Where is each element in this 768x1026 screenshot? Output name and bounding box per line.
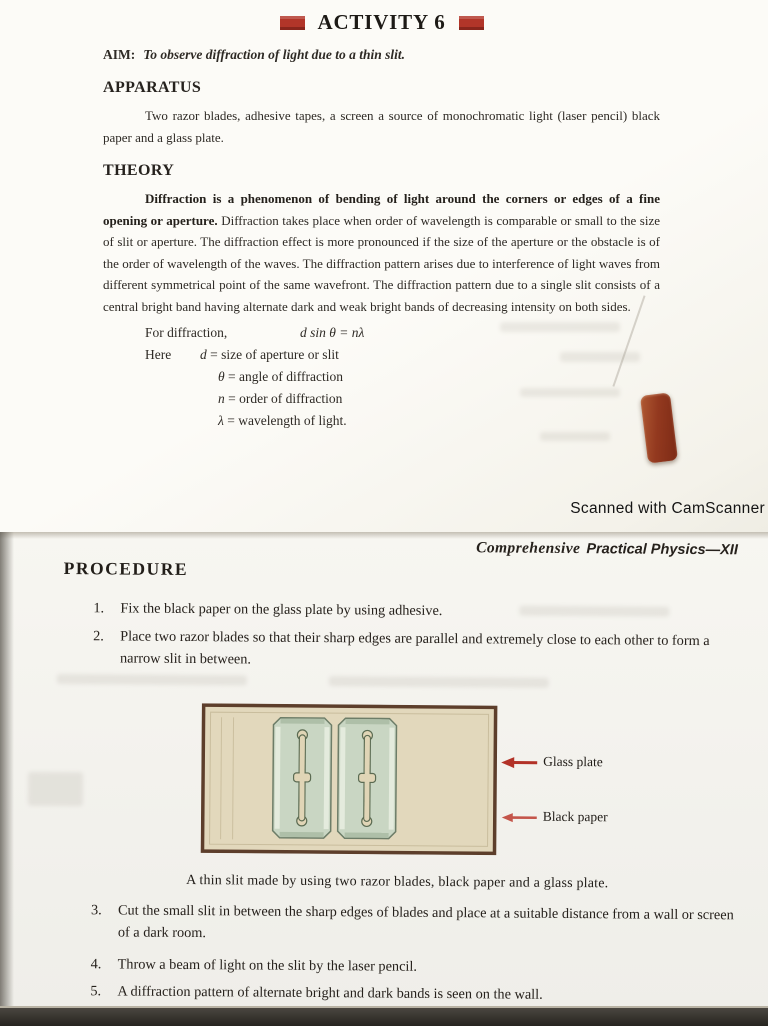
formula-block xyxy=(103,325,660,435)
procedure-step-5 xyxy=(90,981,748,1008)
razor-blade-icon xyxy=(338,718,397,838)
step-text: A diffraction pattern of alternate bright and dark bands is seen on the wall. xyxy=(117,983,543,1003)
black-paper-label: Black paper xyxy=(542,808,608,825)
procedure-heading: PROCEDURE xyxy=(63,558,189,580)
figure-caption: A thin slit made by using two razor blades, black paper and a glass plate. xyxy=(186,873,609,892)
bookmark-tab xyxy=(640,392,678,463)
symbol: n xyxy=(218,391,225,406)
scanned-page-2 xyxy=(0,532,768,1010)
red-marker-icon xyxy=(459,16,484,30)
definition xyxy=(218,369,343,391)
black-paper-arrow xyxy=(502,813,537,822)
bleed-through-smudge xyxy=(560,352,640,362)
page2-content xyxy=(0,532,768,1016)
step-number: 4. xyxy=(90,956,102,973)
book-title-script: Comprehensive xyxy=(476,539,581,558)
aim-text: To observe diffraction of light due to a thin slit. xyxy=(143,47,406,62)
definition-text: = angle of diffraction xyxy=(228,369,343,384)
definition xyxy=(218,391,342,413)
symbol: λ xyxy=(218,413,224,428)
definition-text: = size of aperture or slit xyxy=(210,347,339,362)
procedure-step-4 xyxy=(91,954,749,981)
procedure-step-2 xyxy=(93,626,751,674)
here-label: Here xyxy=(145,347,172,362)
definition-text: = order of diffraction xyxy=(228,391,343,406)
for-diffraction-label: For diffraction, xyxy=(145,325,228,340)
razor-blade-icon xyxy=(273,718,332,838)
theory-heading: THEORY xyxy=(103,162,175,179)
step-number: 3. xyxy=(90,902,102,919)
definition xyxy=(218,413,347,435)
diffraction-formula: d sin θ = nλ xyxy=(300,325,365,340)
bleed-through-smudge xyxy=(329,676,549,688)
aim-line xyxy=(103,47,660,63)
bleed-through-smudge xyxy=(520,388,620,397)
glass-plate-arrow xyxy=(501,757,537,768)
apparatus-text: Two razor blades, adhesive tapes, a screen a source of monochromatic light (laser pencil) black paper and a glass plate. xyxy=(103,108,660,145)
procedure-step-3 xyxy=(91,900,749,948)
book-header xyxy=(476,539,738,559)
step-text: Place two razor blades so that their sharp edges are parallel and extremely close to each other to form a narrow slit in between. xyxy=(119,628,710,668)
apparatus-heading: APPARATUS xyxy=(103,79,202,96)
step-text: Throw a beam of light on the slit by the laser pencil. xyxy=(117,956,418,975)
symbol: d xyxy=(200,347,207,362)
bleed-through-smudge xyxy=(28,772,83,806)
razor-blade-slit-figure xyxy=(200,703,631,856)
step-number: 2. xyxy=(93,628,104,645)
bleed-through-smudge xyxy=(57,674,247,685)
page-bottom-edge xyxy=(0,1006,768,1026)
theory-body: Diffraction takes place when order of wavelength is comparable or small to the size of slit or aperture. The diffraction effect is more pronounced if the size of the aperture or the obstacle is of the order of wavelength of the waves. The diffraction pattern arises due to interference of light waves from different symmetrical point of the same wavefront. The diffraction pattern due to a single slit consists of a central bright band having alternate dark and weak bright bands of decreasing intensity on both sides. xyxy=(103,212,660,314)
step-number: 5. xyxy=(90,983,102,1000)
definition-text: = wavelength of light. xyxy=(227,413,347,428)
figure-diagram xyxy=(200,703,631,856)
step-text: Fix the black paper on the glass plate by using adhesive. xyxy=(120,600,443,620)
bleed-through-smudge xyxy=(500,322,620,332)
red-marker-icon xyxy=(280,16,305,30)
theory-text xyxy=(103,188,660,317)
definition xyxy=(200,347,339,369)
aim-label: AIM: xyxy=(103,47,136,62)
symbol: θ xyxy=(218,369,225,384)
glass-plate-label: Glass plate xyxy=(543,753,603,770)
camscanner-watermark: Scanned with CamScanner xyxy=(570,500,765,517)
book-title: Practical Physics—XII xyxy=(586,541,738,559)
page1-content xyxy=(103,6,660,435)
step-text: Cut the small slit in between the sharp edges of blades and place at a suitable distance from a wall or screen of a dark room. xyxy=(117,902,734,941)
activity-header xyxy=(103,10,660,35)
activity-title: ACTIVITY 6 xyxy=(317,10,446,34)
bleed-through-smudge xyxy=(519,606,669,617)
bleed-through-smudge xyxy=(540,432,610,441)
theory-bold-lead: Diffraction is a phenomenon of bending of light around the corners or edges of a fine opening or aperture. xyxy=(103,191,660,228)
step-number: 1. xyxy=(93,600,105,617)
